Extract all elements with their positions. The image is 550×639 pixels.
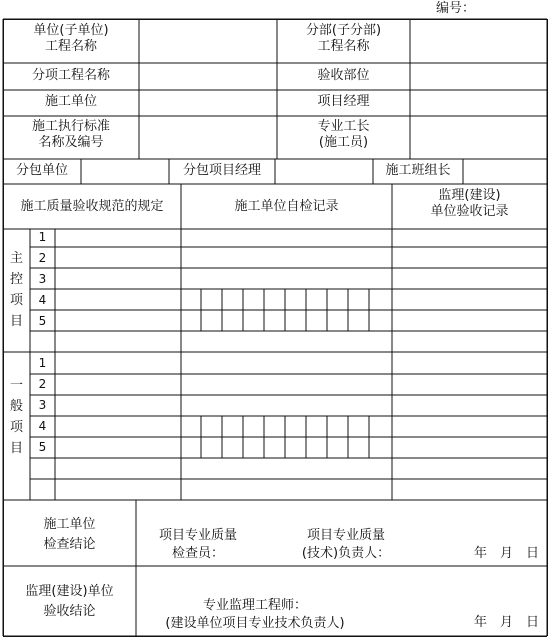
general-item-number: 1 (38, 356, 47, 370)
quality-tech-lead-label: 项目专业质量 (技术)负责人： (301, 528, 391, 561)
contractor-check-conclusion-label: 施工单位 检查结论 (43, 517, 96, 552)
sub-item-project-label: 分项工程名称 (31, 68, 110, 83)
main-item-number: 5 (38, 314, 47, 328)
quality-inspector-label: 项目专业质量 检查员： (158, 528, 237, 561)
main-item-number: 2 (38, 251, 47, 265)
general-item-number: 2 (38, 377, 47, 391)
check-date-label: 年 月 日 (474, 546, 540, 561)
supervision-engineer-label: 专业监理工程师： (建设单位项目专业技术负责人) (165, 598, 345, 631)
contractor-label: 施工单位 (44, 94, 97, 109)
general-items-label: 一 般 项 目 (9, 378, 23, 456)
general-item-number: 4 (38, 419, 47, 433)
foreman-label: 专业工长 (施工员) (317, 119, 370, 151)
general-item-number: 5 (38, 440, 47, 454)
team-leader-label: 施工班组长 (385, 163, 451, 178)
subcontractor-label: 分包单位 (15, 163, 68, 178)
supervision-column-header: 监理(建设) 单位验收记录 (430, 188, 509, 220)
project-manager-label: 项目经理 (317, 94, 370, 109)
main-item-number: 1 (38, 230, 47, 244)
unit-project-name-label: 单位(子单位) 工程名称 (33, 23, 109, 55)
main-item-number: 4 (38, 293, 47, 307)
general-item-number: 3 (38, 398, 47, 412)
supervision-acceptance-conclusion-label: 监理(建设)单位 验收结论 (25, 584, 114, 619)
acceptance-part-label: 验收部位 (317, 68, 370, 83)
subdivision-project-name-label: 分部(子分部) 工程名称 (305, 23, 382, 55)
main-control-items-label: 主 控 项 目 (9, 251, 23, 329)
main-item-number: 3 (38, 272, 47, 286)
serial-number-label: 编号： (436, 1, 476, 16)
self-check-column-header: 施工单位自检记录 (234, 199, 339, 214)
spec-column-header: 施工质量验收规范的规定 (20, 199, 164, 214)
acceptance-date-label: 年 月 日 (474, 615, 540, 630)
sub-project-manager-label: 分包项目经理 (182, 163, 261, 178)
standard-name-label: 施工执行标准 名称及编号 (31, 119, 110, 151)
